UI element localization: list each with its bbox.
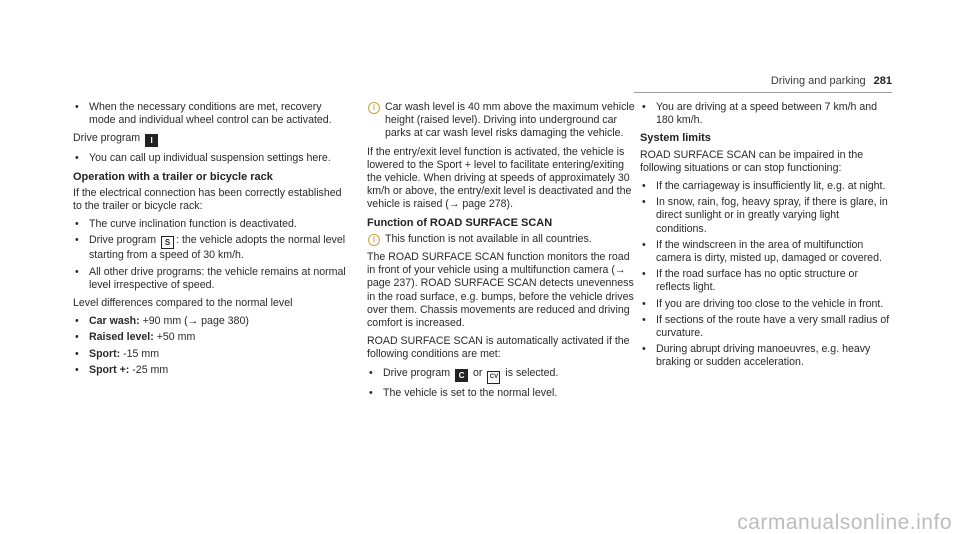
page-header: [771, 75, 892, 88]
list-item: • In snow, rain, fog, heavy spray, if there is glare, in direct sunlight or in greatly varying light conditions.: [640, 196, 890, 236]
list-item: • You are driving at a speed between 7 km/h and 180 km/h.: [640, 101, 890, 127]
list-item: • The vehicle is set to the normal level.: [367, 387, 635, 400]
bullet-list: [73, 101, 351, 127]
bullet-list: [640, 101, 890, 127]
drive-program-line: Drive program I: [73, 132, 351, 147]
watermark-text: carmanualsonline.info: [737, 510, 952, 534]
page-number: 281: [873, 75, 892, 87]
info-icon: i: [368, 234, 380, 246]
list-item: • If the windscreen in the area of multifunction camera is dirty, misted up, damaged or covered.: [640, 239, 890, 265]
list-item: • If the carriageway is insufficiently lit, e.g. at night.: [640, 180, 890, 193]
list-item: • During abrupt driving manoeuvres, e.g. heavy braking or sudden acceleration.: [640, 343, 890, 369]
heading-trailer: Operation with a trailer or bicycle rack: [73, 170, 273, 183]
bullet-list: [73, 152, 351, 165]
paragraph: If the electrical connection has been correctly established to the trailer or bicycle rack:: [73, 186, 342, 213]
list-item: • The curve inclination function is deactivated.: [73, 218, 351, 231]
paragraph: If the entry/exit level function is activated, the vehicle is lowered to the Sport + level to facilitate entering/exiting the vehicle. When driving at speeds of approximately 30 km/h or above, the entry/exit level is deactivated and the vehicle is raised (→ page 278).: [367, 145, 632, 211]
column-middle: [367, 101, 635, 405]
header-divider: [634, 92, 892, 93]
list-item: • If you are driving too close to the vehicle in front.: [640, 298, 890, 311]
paragraph: Level differences compared to the normal level: [73, 297, 293, 310]
list-item: • You can call up individual suspension settings here.: [73, 152, 351, 165]
paragraph: The ROAD SURFACE SCAN function monitors the road in front of your vehicle using a multifunction camera (→ page 237). ROAD SURFACE SCAN detects unevenness in the road surface, e.g. bumps, before the vehicle drives over them. Chassis movements are reduced and driving comfort is increased.: [367, 251, 634, 330]
curve-program-icon: S: [161, 236, 174, 249]
paragraph: ROAD SURFACE SCAN is automatically activated if the following conditions are met:: [367, 335, 630, 361]
list-item: • Car wash: +90 mm (→ page 380): [73, 315, 351, 328]
level-list: [73, 315, 351, 377]
list-item: • Raised level: +50 mm: [73, 331, 351, 344]
individual-program-icon: I: [145, 134, 158, 147]
heading-system-limits: System limits: [640, 132, 711, 145]
bullet-list: [73, 218, 351, 292]
list-item: • All other drive programs: the vehicle remains at normal level irrespective of speed.: [73, 266, 351, 292]
comfort-program-icon: C: [455, 369, 468, 382]
list-item: • Drive program S : the vehicle adopts the normal level starting from a speed of 30 km/h.: [73, 234, 351, 262]
limits-list: [640, 180, 890, 370]
list-item: • Sport: -15 mm: [73, 348, 351, 361]
list-item: • Sport +: -25 mm: [73, 364, 351, 377]
list-item: • If the road surface has no optic structure or reflects light.: [640, 268, 890, 294]
list-item: • When the necessary conditions are met, recovery mode and individual wheel control can be activated.: [73, 101, 351, 127]
list-item: • If sections of the route have a very small radius of curvature.: [640, 314, 890, 340]
info-note: i Car wash level is 40 mm above the maximum vehicle height (raised level). Driving into underground car parks at car wash level risks damaging the vehicle.: [367, 101, 635, 141]
curve-comfort-program-icon: CV: [487, 371, 500, 384]
paragraph: ROAD SURFACE SCAN can be impaired in the following situations or can stop functioning:: [640, 148, 864, 174]
column-right: [640, 101, 890, 375]
info-icon: i: [368, 102, 380, 114]
list-item: • Drive program C or CV is selected.: [367, 367, 635, 384]
section-title: Driving and parking: [770, 75, 866, 87]
heading-road-surface-scan: Function of ROAD SURFACE SCAN: [367, 216, 553, 229]
bullet-list: [367, 367, 635, 400]
info-note: i This function is not available in all countries.: [367, 233, 635, 246]
column-left: [73, 101, 351, 382]
